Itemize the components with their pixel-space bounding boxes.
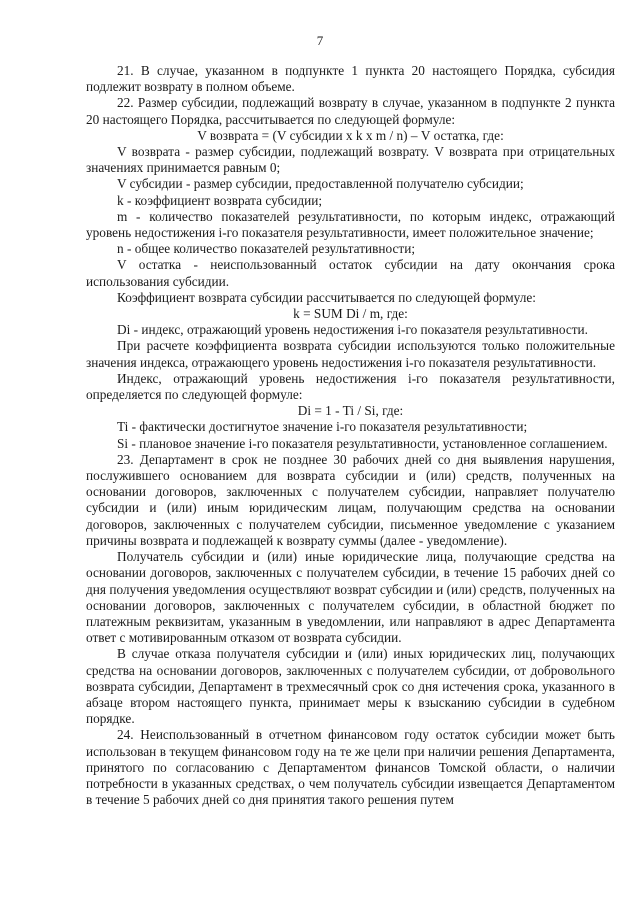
paragraph: V возврата - размер субсидии, подлежащий возврату. V возврата при отрицательных значениях принимается равным 0;: [86, 144, 615, 176]
paragraph: Индекс, отражающий уровень недостижения i-го показателя результативности, определяется по следующей формуле:: [86, 370, 615, 403]
paragraph: Di - индекс, отражающий уровень недостижения i-го показателя результативности.: [117, 322, 588, 338]
paragraph: 21. В случае, указанном в подпункте 1 пункта 20 настоящего Порядка, субсидия подлежит возврату в полном объеме.: [86, 63, 615, 95]
formula-line: k = SUM Di / m, где:: [293, 306, 408, 322]
paragraph: При расчете коэффициента возврата субсидии используются только положительные значения индекса, отражающего уровень недостижения i-го показателя результативности.: [86, 338, 615, 370]
paragraph: Si - плановое значение i-го показателя результативности, установленное соглашением.: [117, 435, 608, 451]
paragraph: m - количество показателей результативности, по которым индекс, отражающий уровень недостижения i-го показателя результативности, имеет положительное значение;: [86, 208, 615, 241]
paragraph: V остатка - неиспользованный остаток субсидии на дату окончания срока использования субсидии.: [86, 257, 615, 289]
paragraph: V субсидии - размер субсидии, предоставленной получателю субсидии;: [117, 176, 524, 192]
formula-line: V возврата = (V субсидии x k x m / n) – V остатка, где:: [197, 127, 504, 143]
document-body: [86, 63, 615, 808]
paragraph: Получатель субсидии и (или) иные юридические лица, получающие средства на основании договоров, заключенных с получателем субсидии, в течение 15 рабочих дней со дня получения уведомления осуществляют возврат субсидии и (или) средств, полученных на основании договоров, заключенных с получателем субсидии, в областной бюджет по платежным реквизитам, указанным в уведомлении, или направляют в адрес Департамента ответ с мотивированным отказом от возврата субсидии.: [86, 549, 615, 646]
paragraph: В случае отказа получателя субсидии и (или) иных юридических лиц, получающих средства на основании договоров, заключенных с получателем субсидии, от добровольного возврата субсидии, Департамент в трехмесячный срок со дня истечения срока, указанного в абзаце втором настоящего пункта, принимает меры к взысканию субсидии в судебном порядке.: [86, 646, 615, 727]
paragraph: 23. Департамент в срок не позднее 30 рабочих дней со дня выявления нарушения, послужившего основанием для возврата субсидии и (или) средств, полученных на основании договоров, заключенных с получателем субсидии, направляет получателю субсидии и (или) иным юридическим лицам, получающим средства на основании договоров, заключенных с получателем субсидии, письменное уведомление с указанием причины возврата и подлежащей к возврату суммы (далее - уведомление).: [86, 451, 615, 548]
paragraph: k - коэффициент возврата субсидии;: [117, 192, 323, 208]
page-number: 7: [316, 33, 324, 48]
formula-line: Di = 1 - Ti / Si, где:: [297, 403, 404, 419]
paragraph: n - общее количество показателей результативности;: [117, 241, 416, 257]
paragraph: Коэффициент возврата субсидии рассчитывается по следующей формуле:: [117, 289, 536, 305]
paragraph: Ti - фактически достигнутое значение i-го показателя результативности;: [117, 419, 528, 435]
paragraph: 24. Неиспользованный в отчетном финансовом году остаток субсидии может быть использован в текущем финансовом году на те же цели при наличии решения Департамента, принятого по согласованию с Департаментом финансов Томской области, о наличии потребности в указанных средствах, о чем получатель субсидии извещается Департаментом в течение 5 рабочих дней со дня принятия такого решения путем: [86, 727, 615, 808]
paragraph: 22. Размер субсидии, подлежащий возврату в случае, указанном в подпункте 2 пункта 20 настоящего Порядка, рассчитывается по следующей формуле:: [86, 95, 615, 127]
